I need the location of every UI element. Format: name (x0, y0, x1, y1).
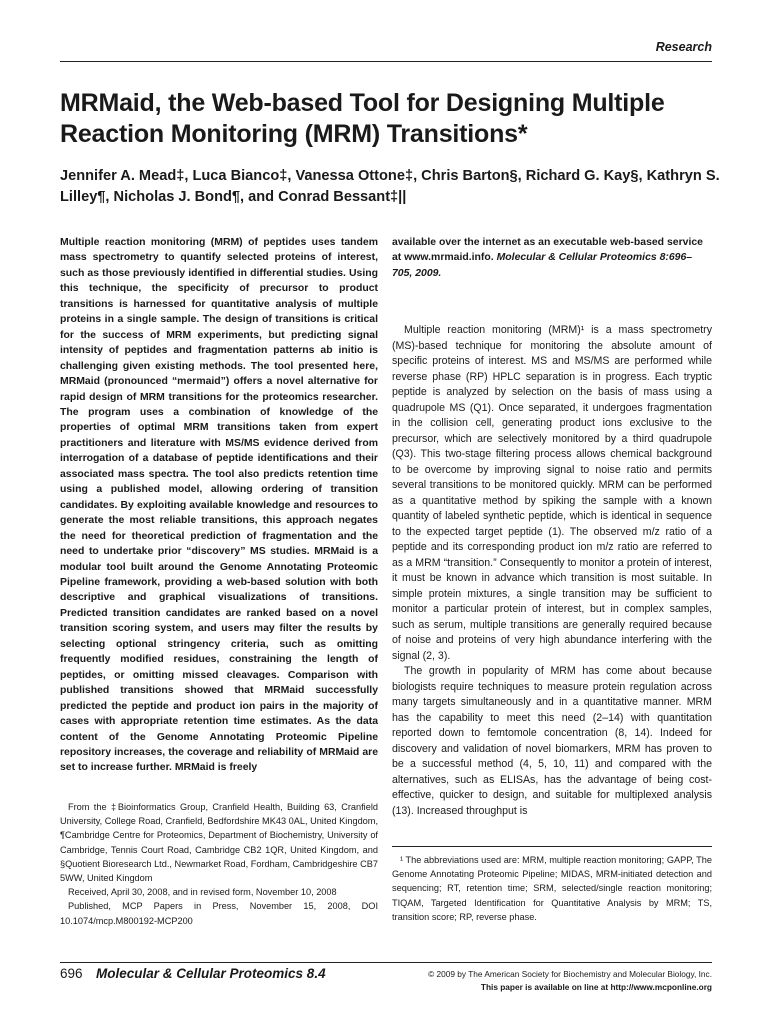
page-number: 696 (60, 966, 83, 981)
abstract-continuation (392, 235, 712, 281)
affiliation-text: From the ‡Bioinformatics Group, Cranfield Health, Building 63, Cranfield University, College Road, Cranfield, Bedfordshire MK43 0AL, United Kingdom, ¶Cambridge Centre for Proteomics, Department of Biochemistry, University of Cambridge, Tennis Court Road, Cambridge CB2 1QR, United Kingdom, and §Quotient Bioresearch Ltd., Newmarket Road, Fordham, Cambridgeshire CB7 5WW, United Kingdom (60, 802, 378, 884)
abstract-citation: Molecular & Cellular Proteomics 8:696–705, 2009. (392, 252, 693, 279)
section-label: Research (655, 40, 712, 54)
footer-rule (60, 962, 712, 963)
article-title: MRMaid, the Web-based Tool for Designing Multiple Reaction Monitoring (MRM) Transitions* (60, 89, 665, 148)
copyright-notice: © 2009 by The American Society for Biochemistry and Molecular Biology, Inc. (428, 969, 712, 979)
header-rule (60, 61, 712, 62)
abbreviations-footnote: ¹ The abbreviations used are: MRM, multiple reaction monitoring; GAPP, The Genome Annotating Proteomic Pipeline; MIDAS, MRM-initiated detection and sequencing; RT, retention time; SRM, selected/single reaction monitoring; TIQAM, Targeted Identification for Quantitative Analysis by MRM; TS, transition score; RP, reverse phase. (392, 855, 712, 922)
author-list: Jennifer A. Mead‡, Luca Bianco‡, Vanessa Ottone‡, Chris Barton§, Richard G. Kay§, Kathryn S. Lilley¶, Nicholas J. Bond¶, and Conrad Bessant‡|| (60, 168, 720, 205)
affiliation-notes (60, 800, 378, 928)
abstract-continuation-text: available over the internet as an executable web-based service at www.mrmaid.info. (392, 237, 703, 264)
body-paragraph-2: The growth in popularity of MRM has come about because biologists require techniques to measure protein regulation across many targets simultaneously and in a quantitative manner. MRM has the capability to meet this need (2–14) with quantitation reported down to femtomole concentration (8, 14). Indeed for discovery and validation of novel biomarkers, MRM has proven to be a successful method (4, 5, 10, 11) and compared with the alternatives, such as ELISAs, has the advantage of being cost-effective, quicker to design, and suitable for multiplexed analysis (13). Increased throughput is (392, 665, 712, 817)
footnote-rule (392, 846, 712, 847)
left-column (60, 235, 378, 776)
abstract-text: Multiple reaction monitoring (MRM) of peptides uses tandem mass spectrometry to quantify selected proteins of interest, such as those previously identified in differential studies. Using this technique, the specificity of precursor to product transitions is harnessed for quantitative analysis of multiple proteins in a single sample. The design of transitions is critical for the success of MRM experiments, but predicting signal intensity of peptides and fragmentation patterns ab initio is challenging given existing methods. The tool presented here, MRMaid (pronounced “mermaid”) offers a novel alternative for rapid design of MRM transitions for the proteomics researcher. The program uses a combination of knowledge of the properties of optimal MRM transitions taken from expert practitioners and literature with MS/MS evidence derived from interrogation of a database of peptide identifications and their associated mass spectra. The tool also predicts retention time using a published model, allowing ordering of transition candidates. By exploiting available knowledge and resources to generate the most reliable transitions, this approach negates the need for theoretical prediction of fragmentation and the need to undertake prior “discovery” MS studies. MRMaid is a modular tool built around the Genome Annotating Proteomic Pipeline framework, providing a web-based solution with both descriptive and graphical visualizations of transitions. Predicted transition candidates are ranked based on a novel transition scoring system, and users may filter the results by selecting optional stringency criteria, such as omitting frequently modified residues, constraining the length of peptides, or omitting missed cleavages. Comparison with published transitions showed that MRMaid successfully predicted the peptide and product ion pairs in the majority of cases with appropriate retention time estimates. As the data content of the Genome Annotating Proteomic Pipeline repository increases, the coverage and reliability of MRMaid are set to increase further. MRMaid is freely (60, 237, 378, 774)
published-info: Published, MCP Papers in Press, November 15, 2008, DOI 10.1074/mcp.M800192-MCP200 (60, 901, 378, 926)
received-dates: Received, April 30, 2008, and in revised form, November 10, 2008 (68, 887, 337, 898)
body-paragraph-1: Multiple reaction monitoring (MRM)¹ is a mass spectrometry (MS)-based technique for monitoring the absolute amount of specific proteins of interest. MS and MS/MS are performed while reverse phase (RP) HPLC separation is in progress. Each tryptic peptide is analyzed by selection on the basis of mass using a quadrupole MS (Q1). Once separated, it undergoes fragmentation in the collision cell, generating product ions exclusive to the precursor, which are selectively monitored by a third quadrupole (Q3). This two-stage filtering process allows chemical background to be overcome by improving signal to noise ratio and permits several transitions to be monitored quickly. MRM can be performed as a quantitative method by spiking the sample with a known quantity of labeled synthetic peptide, which is identical in sequence to the expected target peptide (1). The observed m/z ratio of a peptide and its corresponding product ion m/z ratio are referred to as a MRM “transition.” Consequently to monitor a protein of interest, it must be known in advance which transition is most suitable. In simple protein mixtures, a single transition may be sufficient to monitor a particular protein of interest, but in complex samples, such as serum, multiple transitions are generally required because of noise and proteins of very high abundance interfering with the signal (2, 3). (392, 324, 712, 662)
availability-notice: This paper is available on line at http://www.mcponline.org (480, 982, 712, 992)
journal-name: Molecular & Cellular Proteomics 8.4 (96, 966, 326, 981)
right-column (392, 235, 712, 819)
